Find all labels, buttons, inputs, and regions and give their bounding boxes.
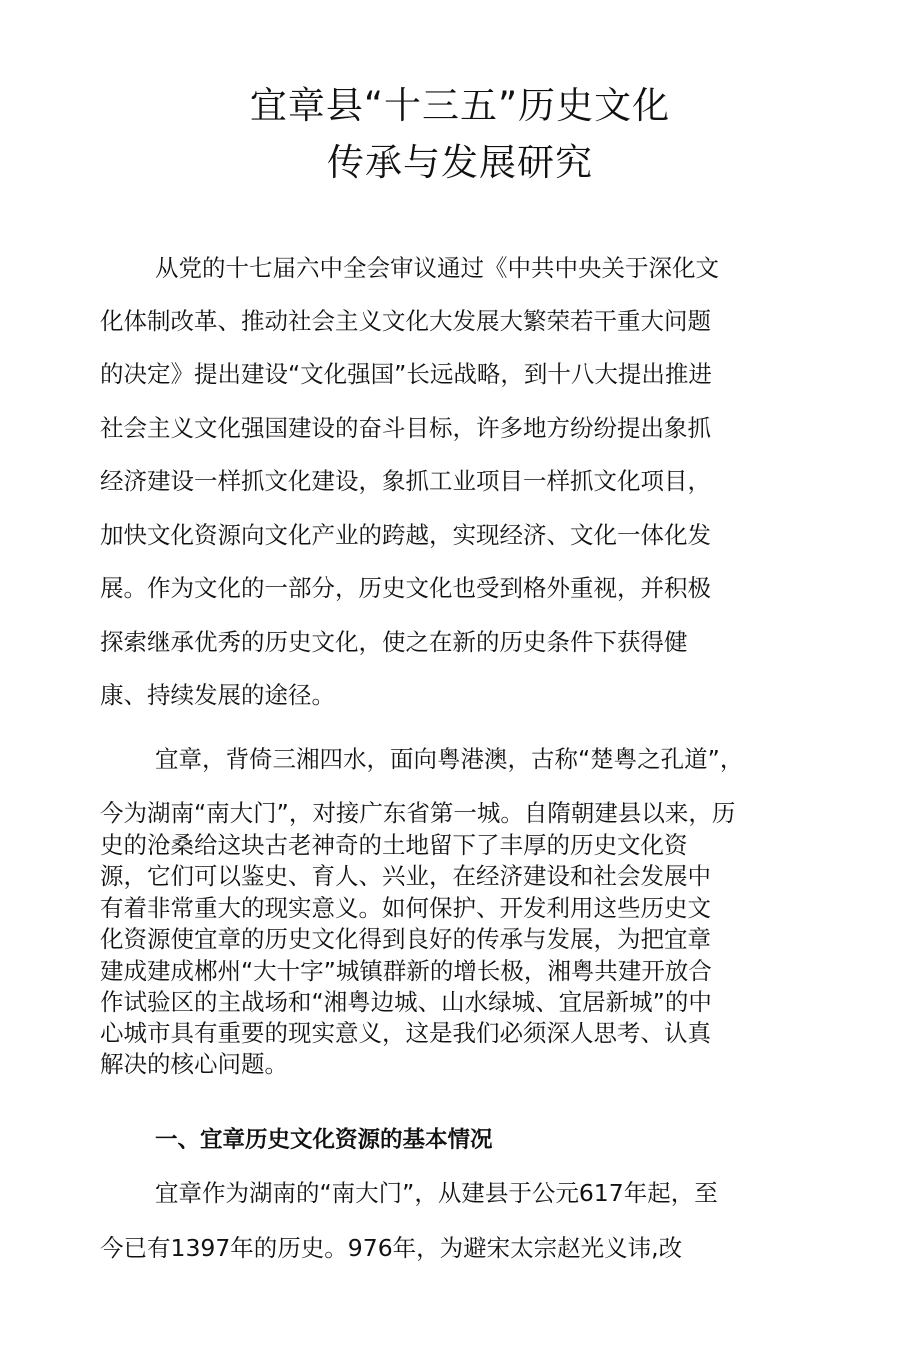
paragraph-line: 从党的十七届六中全会审议通过《中共中央关于深化文	[155, 254, 719, 282]
paragraph-line: 探索继承优秀的历史文化，使之在新的历史条件下获得健	[100, 628, 688, 656]
paragraph-line: 化体制改革、推动社会主义文化大发展大繁荣若干重大问题	[100, 307, 711, 335]
document-title-line-2: 传承与发展研究	[327, 141, 593, 184]
paragraph-line: 展。作为文化的一部分，历史文化也受到格外重视，并积极	[100, 574, 711, 602]
paragraph-line: 宜章作为湖南的“南大门”，从建县于公元617年起，至	[155, 1179, 718, 1207]
section-heading: 一、宜章历史文化资源的基本情况	[155, 1127, 493, 1153]
paragraph-line: 康、持续发展的途径。	[100, 681, 335, 709]
paragraph-line: 社会主义文化强国建设的奋斗目标，许多地方纷纷提出象抓	[100, 414, 711, 442]
document-title-line-1: 宜章县“十三五”历史文化	[249, 84, 671, 127]
paragraph-line: 解决的核心问题。	[100, 1050, 288, 1078]
paragraph-line: 心城市具有重要的现实意义，这是我们必须深人思考、认真	[100, 1019, 711, 1047]
paragraph-line: 源，它们可以鉴史、育人、兴业，在经济建设和社会发展中	[100, 862, 711, 890]
paragraph-line: 史的沧桑给这块古老神奇的土地留下了丰厚的历史文化资	[100, 831, 688, 859]
paragraph-line: 经济建设一样抓文化建设，象抓工业项目一样抓文化项目，	[100, 467, 711, 495]
paragraph-line: 建成建成郴州“大十字”城镇群新的增长极，湘粤共建开放合	[100, 957, 712, 985]
paragraph-line: 化资源使宜章的历史文化得到良好的传承与发展，为把宜章	[100, 925, 711, 953]
paragraph-line: 加快文化资源向文化产业的跨越，实现经济、文化一体化发	[100, 521, 711, 549]
paragraph-line: 的决定》提出建设“文化强国”长远战略，到十八大提出推进	[100, 360, 712, 388]
paragraph-line: 作试验区的主战场和“湘粤边城、山水绿城、宜居新城”的中	[100, 988, 712, 1016]
paragraph-line: 宜章，背倚三湘四水，面向粤港澳，古称“楚粤之孔道”，	[155, 745, 744, 773]
paragraph-line: 有着非常重大的现实意义。如何保护、开发利用这些历史文	[100, 894, 711, 922]
paragraph-line: 今已有1397年的历史。976年，为避宋太宗赵光义讳,改	[100, 1234, 683, 1262]
paragraph-line: 今为湖南“南大门”，对接广东省第一城。自隋朝建县以来，历	[100, 799, 736, 827]
